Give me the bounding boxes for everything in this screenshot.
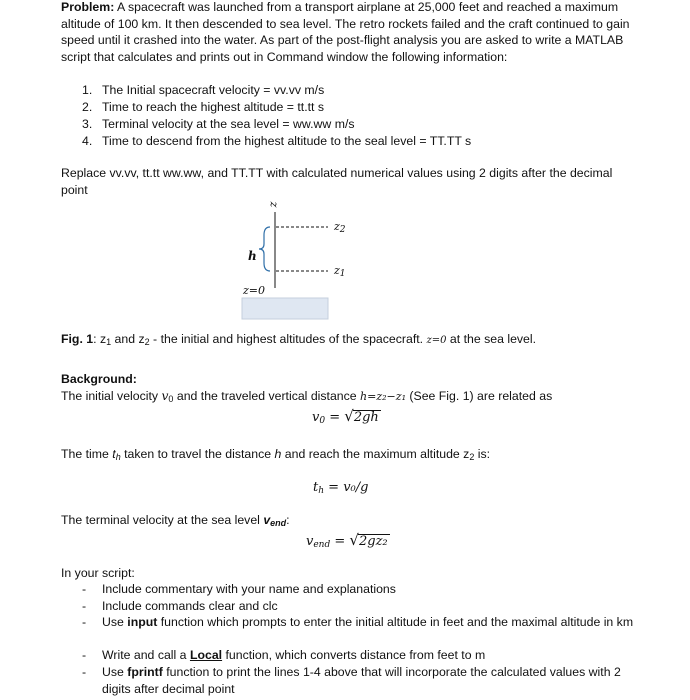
bullet-content: Include commentary with your name and explanations <box>102 582 396 596</box>
terminal-line <box>61 512 636 532</box>
bullet-text <box>102 647 622 664</box>
list-number: 1. <box>82 83 93 97</box>
bullet-content: function to print the lines 1-4 above that will incorporate the calculated values with 2 digits after decimal point <box>102 665 621 696</box>
sea-block <box>242 298 328 319</box>
h-brace <box>259 227 270 271</box>
problem-paragraph <box>61 0 636 65</box>
z2-letter: z <box>334 220 340 233</box>
bullet-content: function which prompts to enter the initial altitude in feet and the maximal altitude in km <box>157 615 634 629</box>
bullet-bold: Local <box>189 648 223 662</box>
script-heading: In your script: <box>61 566 135 580</box>
eq-radicand: 2gh <box>353 410 379 425</box>
problem-label: Problem: <box>61 0 115 14</box>
bullet-text <box>102 581 622 598</box>
z-axis-label: z <box>266 201 280 208</box>
list-item <box>82 116 355 132</box>
list-number: 3. <box>82 117 93 131</box>
list-item <box>82 82 324 98</box>
time-subscript: h <box>115 452 121 462</box>
z2-subscript: 2 <box>339 225 346 235</box>
bullet-dash: - <box>82 582 87 596</box>
list-item <box>82 99 324 115</box>
eq-equals: = <box>330 534 350 549</box>
background-line <box>61 388 636 408</box>
bullet-content: function, which converts distance from feet to m <box>222 648 486 662</box>
z1-letter: z <box>334 264 340 277</box>
bullet-content: Write and call a <box>102 648 190 662</box>
caption-text: - the initial and highest altitudes of the spacecraft. <box>149 332 427 346</box>
eq-subscript: 0 <box>319 416 326 426</box>
bullet-text <box>102 664 637 697</box>
time-subscript: 2 <box>469 452 475 462</box>
background-heading <box>61 371 636 388</box>
background-math: h=z₂−z₁ <box>360 390 406 403</box>
terminal-math: v <box>263 513 271 527</box>
caption-text: at the sea level. <box>446 332 537 346</box>
bullet-text <box>102 598 622 615</box>
time-text: and reach the maximum altitude z <box>281 447 470 461</box>
equation-initial-velocity <box>312 407 381 426</box>
time-math: t <box>112 447 116 461</box>
background-text: The initial velocity <box>61 389 162 403</box>
h-label: h <box>248 249 257 263</box>
time-text: The time <box>61 447 113 461</box>
terminal-subscript: end <box>270 518 287 528</box>
eq-rhs: = v₀/g <box>324 480 369 495</box>
eq-symbol: t <box>313 480 319 495</box>
sqrt-sign: √ <box>349 531 359 549</box>
background-text: (See Fig. 1) are related as <box>405 389 553 403</box>
caption-subscript: 2 <box>144 337 150 347</box>
caption-text: and z <box>111 332 145 346</box>
sea-level-label: z=0 <box>243 284 266 297</box>
bullet-dash: - <box>82 599 87 613</box>
eq-radicand: 2gz₂ <box>358 534 388 549</box>
problem-text: A spacecraft was launched from a transport airplane at 25,000 feet and reached a maximum altitude of 100 km. It then descended to sea level. The retro rockets failed and the craft continued to gain speed until it crashed into the water. As part of the post-flight analysis you are asked to write a MATLAB script that calculates and prints out in Command window the following information: <box>61 0 630 64</box>
time-line <box>61 446 636 466</box>
equation-time <box>313 480 368 496</box>
caption-math: z=0 <box>426 335 447 346</box>
bullet-content: Use <box>102 615 128 629</box>
sqrt-sign: √ <box>344 407 354 425</box>
eq-equals: = <box>325 410 345 425</box>
list-number: 2. <box>82 100 93 114</box>
eq-subscript: end <box>313 540 331 550</box>
list-number: 4. <box>82 134 93 148</box>
replace-paragraph: Replace vv.vv, tt.tt ww.ww, and TT.TT with calculated numerical values using 2 digits after the decimal point <box>61 166 613 197</box>
bullet-dash: - <box>82 648 87 662</box>
time-math: h <box>274 447 282 461</box>
background-math: v <box>161 389 169 403</box>
list-text: The Initial spacecraft velocity = vv.vv m/s <box>102 83 325 97</box>
bullet-bold: input <box>127 615 158 629</box>
equation-terminal-velocity <box>306 531 390 550</box>
list-text: Time to reach the highest altitude = tt.tt s <box>102 100 325 114</box>
background-subscript: 0 <box>168 394 174 404</box>
bullet-dash: - <box>82 665 87 679</box>
bullet-content: Include commands clear and clc <box>102 599 278 613</box>
caption-text: : z <box>93 332 107 346</box>
bullet-bold: fprintf <box>127 665 163 679</box>
figure-caption <box>61 331 636 351</box>
z1-label <box>334 264 346 279</box>
bullet-text <box>102 614 637 631</box>
caption-label: Fig. 1 <box>61 332 94 346</box>
time-text: taken to travel the distance <box>120 447 275 461</box>
eq-subscript: h <box>318 486 325 496</box>
eq-symbol: v <box>312 410 320 425</box>
time-text: is: <box>474 447 491 461</box>
terminal-text: : <box>286 513 290 527</box>
terminal-text: The terminal velocity at the sea level <box>61 513 264 527</box>
z1-subscript: 1 <box>339 269 346 279</box>
background-heading-text: Background: <box>61 372 137 386</box>
list-text: Terminal velocity at the sea level = ww.ww m/s <box>102 117 355 131</box>
caption-subscript: 1 <box>106 337 112 347</box>
eq-symbol: v <box>306 534 314 549</box>
altitude-figure <box>220 198 360 320</box>
list-text: Time to descend from the highest altitude to the seal level = TT.TT s <box>102 134 472 148</box>
bullet-dash: - <box>82 615 87 629</box>
z2-label <box>334 220 346 235</box>
background-text: and the traveled vertical distance <box>173 389 361 403</box>
bullet-content: Use <box>102 665 128 679</box>
list-item <box>82 133 471 149</box>
